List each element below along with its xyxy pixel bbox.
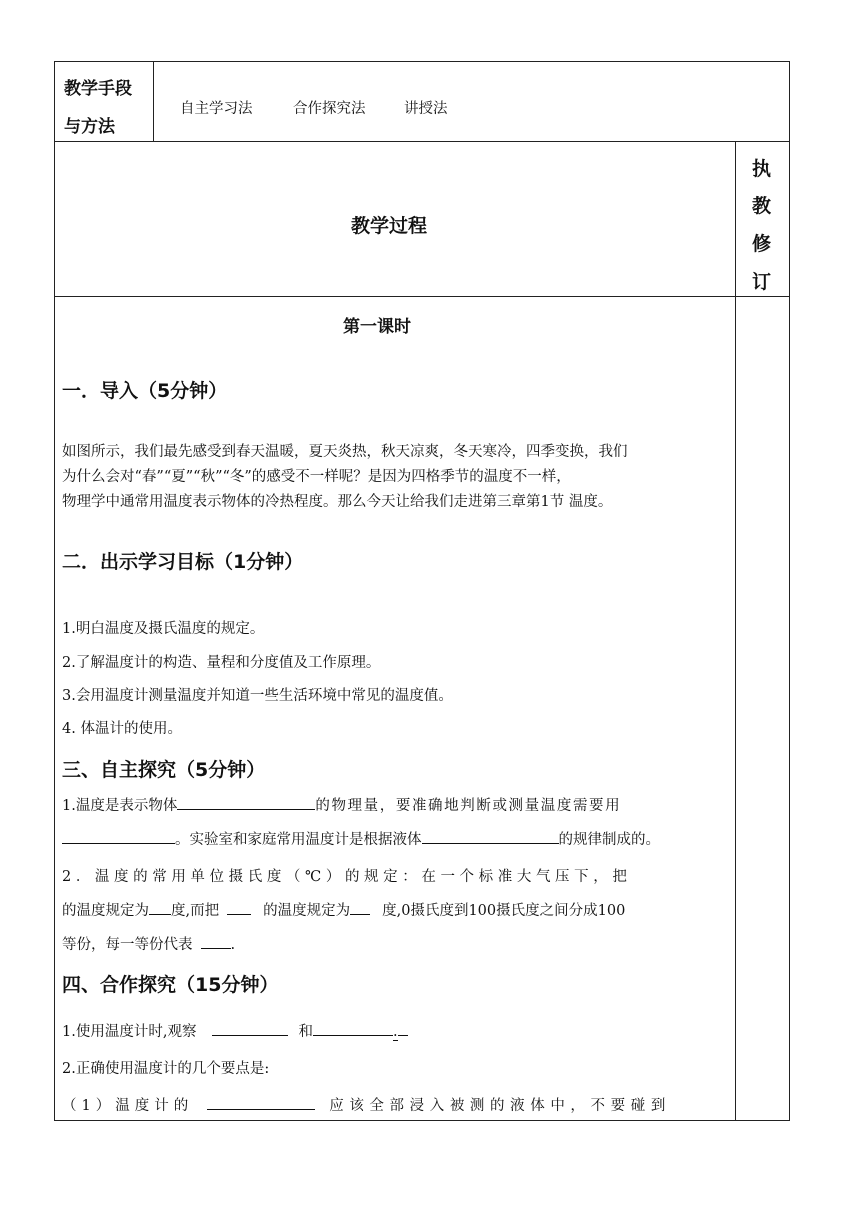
lesson-plan-table bbox=[54, 61, 790, 1121]
method-self-study: 自主学习法 bbox=[180, 101, 253, 117]
section-heading-cooperation: 四、合作探究（15分钟） bbox=[62, 974, 279, 996]
process-title: 教学过程 bbox=[351, 215, 428, 237]
column-divider bbox=[153, 62, 154, 141]
row-divider bbox=[55, 296, 789, 297]
fill-blank[interactable] bbox=[62, 829, 175, 844]
method-cooperative-inquiry: 合作探究法 bbox=[293, 101, 366, 117]
cooperation-q3: （1）温度计的 应该全部浸入被测的液体中，不要碰到 bbox=[62, 1094, 671, 1115]
cooperation-q2: 2.正确使用温度计的几个要点是: bbox=[62, 1061, 270, 1077]
method-lecture: 讲授法 bbox=[404, 101, 448, 117]
revision-char: 修 bbox=[752, 233, 772, 255]
self-study-q1-cont: 。实验室和家庭常用温度计是根据液体 的规律制成的。 bbox=[62, 828, 660, 849]
revision-char: 教 bbox=[752, 195, 772, 217]
goal-item: 2.了解温度计的构造、量程和分度值及工作原理。 bbox=[62, 655, 381, 671]
goal-item: 4. 体温计的使用。 bbox=[62, 721, 182, 737]
fill-blank[interactable] bbox=[422, 829, 559, 844]
intro-line: 物理学中通常用温度表示物体的冷热程度。那么今天让给我们走进第三章第1节 温度。 bbox=[62, 494, 613, 510]
section-heading-self-study: 三、自主探究（5分钟） bbox=[62, 759, 266, 781]
section-heading-goals: 二．出示学习目标（1分钟） bbox=[62, 551, 304, 573]
revision-char: 订 bbox=[752, 271, 772, 293]
methods-label-line2: 与方法 bbox=[64, 117, 115, 137]
intro-line: 为什么会对“春”“夏”“秋”“冬”的感受不一样呢？是因为四格季节的温度不一样， bbox=[62, 469, 571, 485]
section-heading-intro: 一．导入（5分钟） bbox=[62, 380, 228, 402]
fill-blank[interactable] bbox=[149, 900, 171, 915]
fill-blank[interactable] bbox=[201, 934, 231, 949]
cooperation-q1: 1.使用温度计时,观察 和 . bbox=[62, 1020, 408, 1041]
self-study-q2-line3: 等份，每一等份代表 . bbox=[62, 933, 235, 954]
fill-blank[interactable] bbox=[313, 1021, 393, 1036]
self-study-q2-line1: 2．温度的常用单位摄氏度（℃）的规定：在一个标准大气压下，把 bbox=[62, 869, 632, 885]
period-title: 第一课时 bbox=[343, 317, 411, 337]
fill-blank[interactable] bbox=[177, 795, 315, 810]
revision-char: 执 bbox=[752, 158, 772, 180]
self-study-q1: 1.温度是表示物体 的物理量，要准确地判断或测量温度需要用 bbox=[62, 794, 621, 815]
row-divider bbox=[55, 141, 789, 142]
fill-blank[interactable] bbox=[350, 900, 370, 915]
fill-blank[interactable] bbox=[207, 1095, 315, 1110]
fill-blank[interactable] bbox=[212, 1021, 288, 1036]
goal-item: 1.明白温度及摄氏温度的规定。 bbox=[62, 621, 265, 637]
intro-line: 如图所示，我们最先感受到春天温暖，夏天炎热，秋天凉爽，冬天寒冷，四季变换，我们 bbox=[62, 444, 628, 460]
column-divider bbox=[735, 141, 736, 1121]
self-study-q2-line2: 的温度规定为 度,而把 的温度规定为 度,0摄氏度到100摄氏度之间分成100 bbox=[62, 899, 625, 920]
fill-blank[interactable] bbox=[227, 900, 251, 915]
methods-label-line1: 教学手段 bbox=[64, 79, 132, 99]
goal-item: 3.会用温度计测量温度并知道一些生活环境中常见的温度值。 bbox=[62, 688, 453, 704]
